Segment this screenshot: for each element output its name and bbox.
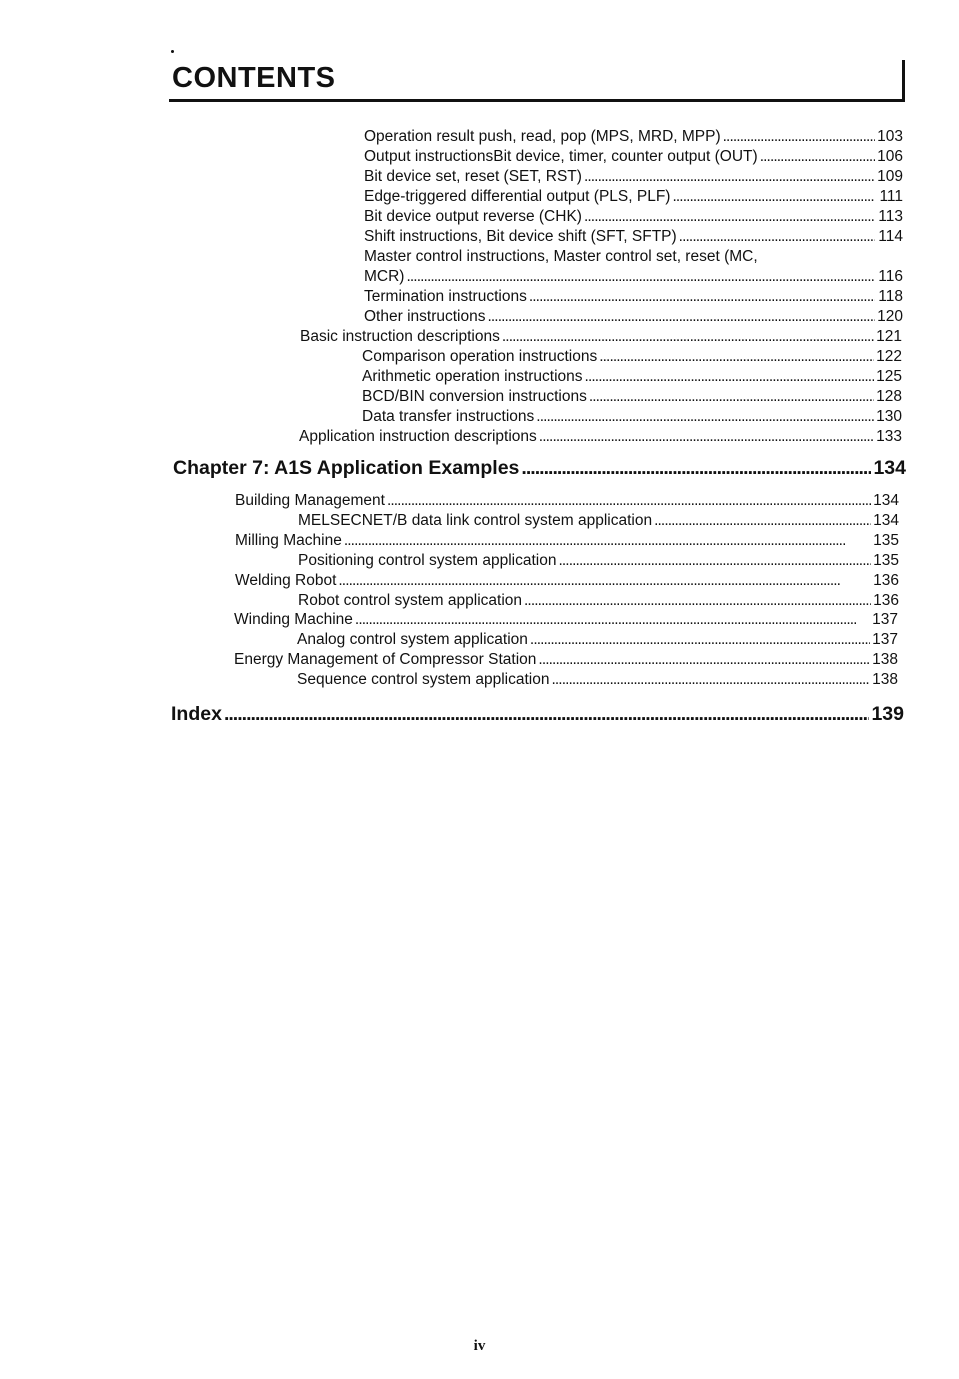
- toc-entry-page: 121: [876, 328, 902, 345]
- toc-entry-page: 134: [873, 457, 906, 479]
- dot-leader: [558, 552, 871, 570]
- dot-leader: [529, 288, 875, 306]
- header-underline: [169, 99, 905, 102]
- toc-entry-page: 106: [877, 148, 903, 165]
- toc-entry[interactable]: [362, 408, 902, 426]
- toc-entry-page: 139: [871, 703, 904, 725]
- dot-leader: [524, 592, 871, 610]
- toc-entry-label: Bit device set, reset (SET, RST): [364, 168, 582, 185]
- toc-entry-label: Application instruction descriptions: [299, 428, 537, 445]
- toc-entry-page: 109: [877, 168, 903, 185]
- dot-leader: [585, 368, 874, 386]
- toc-entry[interactable]: [364, 268, 903, 286]
- toc-entry-page: 130: [876, 408, 902, 425]
- toc-entry[interactable]: [364, 308, 903, 326]
- dot-leader: [487, 308, 875, 326]
- toc-entry[interactable]: [362, 368, 902, 386]
- toc-entry-label: MELSECNET/B data link control system application: [298, 512, 653, 529]
- toc-entry-page: 125: [876, 368, 902, 385]
- toc-entry[interactable]: [364, 188, 903, 206]
- toc-entry-page: 120: [877, 308, 903, 325]
- toc-entry-label: MCR): [364, 268, 405, 285]
- toc-entry-label: Operation result push, read, pop (MPS, MRD, MPP): [364, 128, 721, 145]
- toc-entry[interactable]: [235, 492, 899, 510]
- toc-entry-page: 136: [873, 592, 899, 609]
- dot-leader: [536, 408, 874, 426]
- toc-entry-page: 118: [878, 288, 903, 305]
- toc-entry[interactable]: [362, 348, 902, 366]
- dot-leader: [679, 228, 875, 246]
- toc-entry-page: 137: [872, 611, 898, 628]
- toc-entry-label: BCD/BIN conversion instructions: [362, 388, 587, 405]
- toc-entry[interactable]: [234, 611, 898, 629]
- toc-entry[interactable]: [297, 631, 898, 649]
- toc-entry-label: Winding Machine: [234, 611, 353, 628]
- dot-leader: [387, 492, 871, 510]
- toc-entry[interactable]: [300, 328, 902, 346]
- dot-leader: [530, 631, 870, 649]
- toc-entry-label: Bit device output reverse (CHK): [364, 208, 582, 225]
- header-right-bar: [902, 60, 905, 102]
- dot-leader: [355, 611, 870, 629]
- toc-chapter-entry[interactable]: [173, 457, 906, 479]
- dot-leader: [344, 532, 871, 550]
- dot-leader: [406, 268, 875, 286]
- dot-leader: [654, 512, 871, 530]
- toc-entry-label: Shift instructions, Bit device shift (SFT, SFTP): [364, 228, 677, 245]
- toc-entry-page: 137: [872, 631, 898, 648]
- dot-leader: [589, 388, 874, 406]
- page-title: CONTENTS: [172, 62, 336, 94]
- toc-entry-label: Index: [171, 703, 222, 725]
- toc-entry[interactable]: [362, 388, 902, 406]
- toc-entry-page: 135: [873, 552, 899, 569]
- toc-entry[interactable]: [364, 208, 903, 226]
- toc-entry-label: Positioning control system application: [298, 552, 557, 569]
- toc-entry-label: Other instructions: [364, 308, 486, 325]
- toc-entry-page: 135: [873, 532, 899, 549]
- dot-leader: [538, 651, 870, 669]
- toc-entry-label: Data transfer instructions: [362, 408, 535, 425]
- dot-leader: [338, 572, 871, 590]
- page-number: iv: [473, 1338, 486, 1354]
- dot-leader: [760, 148, 875, 166]
- toc-entry[interactable]: [364, 228, 903, 246]
- dot-leader: [539, 428, 874, 446]
- toc-entry[interactable]: [297, 671, 898, 689]
- dot-leader: [672, 188, 875, 206]
- toc-entry-page: 103: [877, 128, 903, 145]
- toc-entry[interactable]: [298, 552, 899, 570]
- toc-index-entry[interactable]: [171, 703, 904, 725]
- toc-entry-page: 136: [873, 572, 899, 589]
- toc-entry-label: Sequence control system application: [297, 671, 550, 688]
- toc-entry[interactable]: [364, 148, 903, 166]
- toc-entry-page: 122: [876, 348, 902, 365]
- toc-entry-label: Comparison operation instructions: [362, 348, 598, 365]
- toc-entry-page: 113: [878, 208, 903, 225]
- toc-entry-label: Energy Management of Compressor Station: [234, 651, 537, 668]
- contents-header: [169, 58, 905, 102]
- toc-entry-page: 128: [876, 388, 902, 405]
- dot-leader: [723, 128, 875, 146]
- toc-entry-page: 133: [876, 428, 902, 445]
- toc-entry-label: Building Management: [235, 492, 385, 509]
- toc-entry[interactable]: [235, 532, 899, 550]
- dot-leader: [551, 671, 870, 689]
- toc-entry-page: 138: [872, 671, 898, 688]
- dot-leader: [502, 328, 874, 346]
- dot-leader: [521, 457, 871, 479]
- toc-entry[interactable]: [234, 651, 898, 669]
- toc-entry-label: Basic instruction descriptions: [300, 328, 500, 345]
- toc-entry-label: Chapter 7: A1S Application Examples: [173, 457, 520, 479]
- toc-entry-page: 134: [873, 512, 899, 529]
- toc-entry[interactable]: [298, 592, 899, 610]
- toc-entry-label: Welding Robot: [235, 572, 337, 589]
- toc-entry[interactable]: [235, 572, 899, 590]
- dot-leader: [224, 703, 870, 725]
- dot-leader: [584, 168, 875, 186]
- toc-entry[interactable]: [364, 168, 903, 186]
- toc-entry-label: Termination instructions: [364, 288, 527, 305]
- toc-entry-label: Milling Machine: [235, 532, 342, 549]
- scan-dot: [171, 50, 174, 53]
- toc-entry[interactable]: [299, 428, 902, 446]
- dot-leader: [584, 208, 875, 226]
- toc-entry-label: Arithmetic operation instructions: [362, 368, 583, 385]
- toc-entry-page: 114: [878, 228, 903, 245]
- toc-entry-page: 111: [879, 188, 903, 205]
- toc-entry-label-line1: Master control instructions, Master control set, reset (MC,: [364, 248, 758, 265]
- toc-entry-label: Edge-triggered differential output (PLS, PLF): [364, 188, 671, 205]
- toc-entry-label: Output instructionsBit device, timer, counter output (OUT): [364, 148, 758, 165]
- toc-entry-label: Analog control system application: [297, 631, 528, 648]
- toc-entry-page: 138: [872, 651, 898, 668]
- toc-entry[interactable]: [364, 288, 903, 306]
- dot-leader: [599, 348, 874, 366]
- toc-entry[interactable]: [298, 512, 899, 530]
- toc-entry-label: Robot control system application: [298, 592, 523, 609]
- toc-entry-page: 134: [873, 492, 899, 509]
- toc-entry[interactable]: [364, 128, 903, 146]
- toc-entry-page: 116: [878, 268, 903, 285]
